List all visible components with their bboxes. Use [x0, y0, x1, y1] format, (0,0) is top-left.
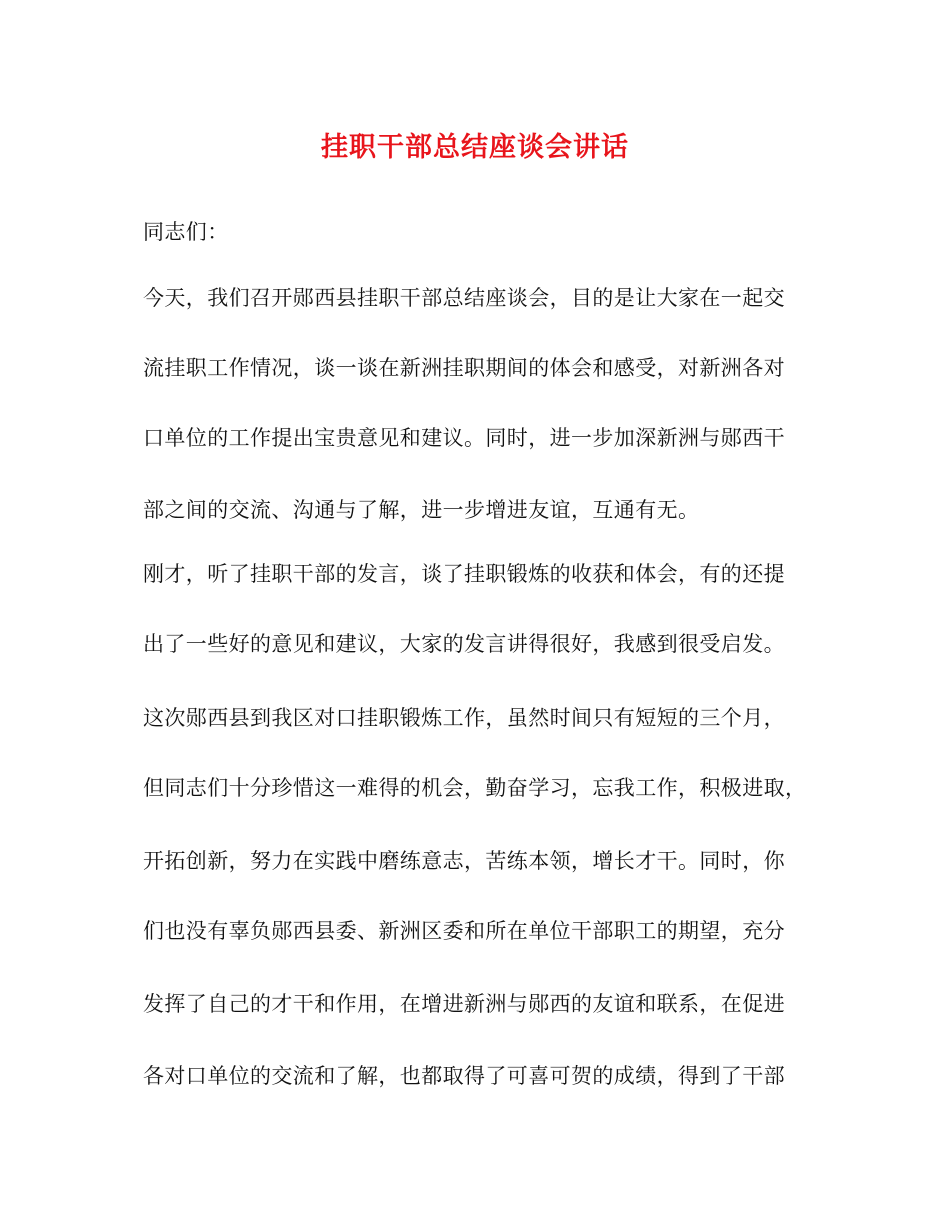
text-line: 开拓创新，努力在实践中磨练意志，苦练本领，增长才干。同时，你 — [143, 849, 785, 873]
text-line: 流挂职工作情况，谈一谈在新洲挂职期间的体会和感受，对新洲各对 — [143, 356, 785, 380]
text-line: 这次郧西县到我区对口挂职锻炼工作，虽然时间只有短短的三个月， — [143, 706, 785, 730]
text-line: 刚才，听了挂职干部的发言，谈了挂职锻炼的收获和体会，有的还提 — [143, 562, 785, 586]
text-line: 今天，我们召开郧西县挂职干部总结座谈会，目的是让大家在一起交 — [143, 286, 785, 310]
text-line: 发挥了自己的才干和作用，在增进新洲与郧西的友谊和联系，在促进 — [143, 992, 785, 1016]
document-title: 挂职干部总结座谈会讲话 — [321, 132, 629, 163]
text-line: 但同志们十分珍惜这一难得的机会，勤奋学习，忘我工作，积极进取， — [143, 776, 807, 800]
text-line: 部之间的交流、沟通与了解，进一步增进友谊，互通有无。 — [143, 498, 700, 522]
text-line: 们也没有辜负郧西县委、新洲区委和所在单位干部职工的期望，充分 — [143, 919, 785, 943]
text-line: 口单位的工作提出宝贵意见和建议。同时，进一步加深新洲与郧西干 — [143, 426, 785, 450]
text-line: 各对口单位的交流和了解，也都取得了可喜可贺的成绩，得到了干部 — [143, 1064, 785, 1088]
text-line: 出了一些好的意见和建议，大家的发言讲得很好，我感到很受启发。 — [143, 632, 785, 656]
text-line-salutation: 同志们： — [143, 220, 229, 244]
